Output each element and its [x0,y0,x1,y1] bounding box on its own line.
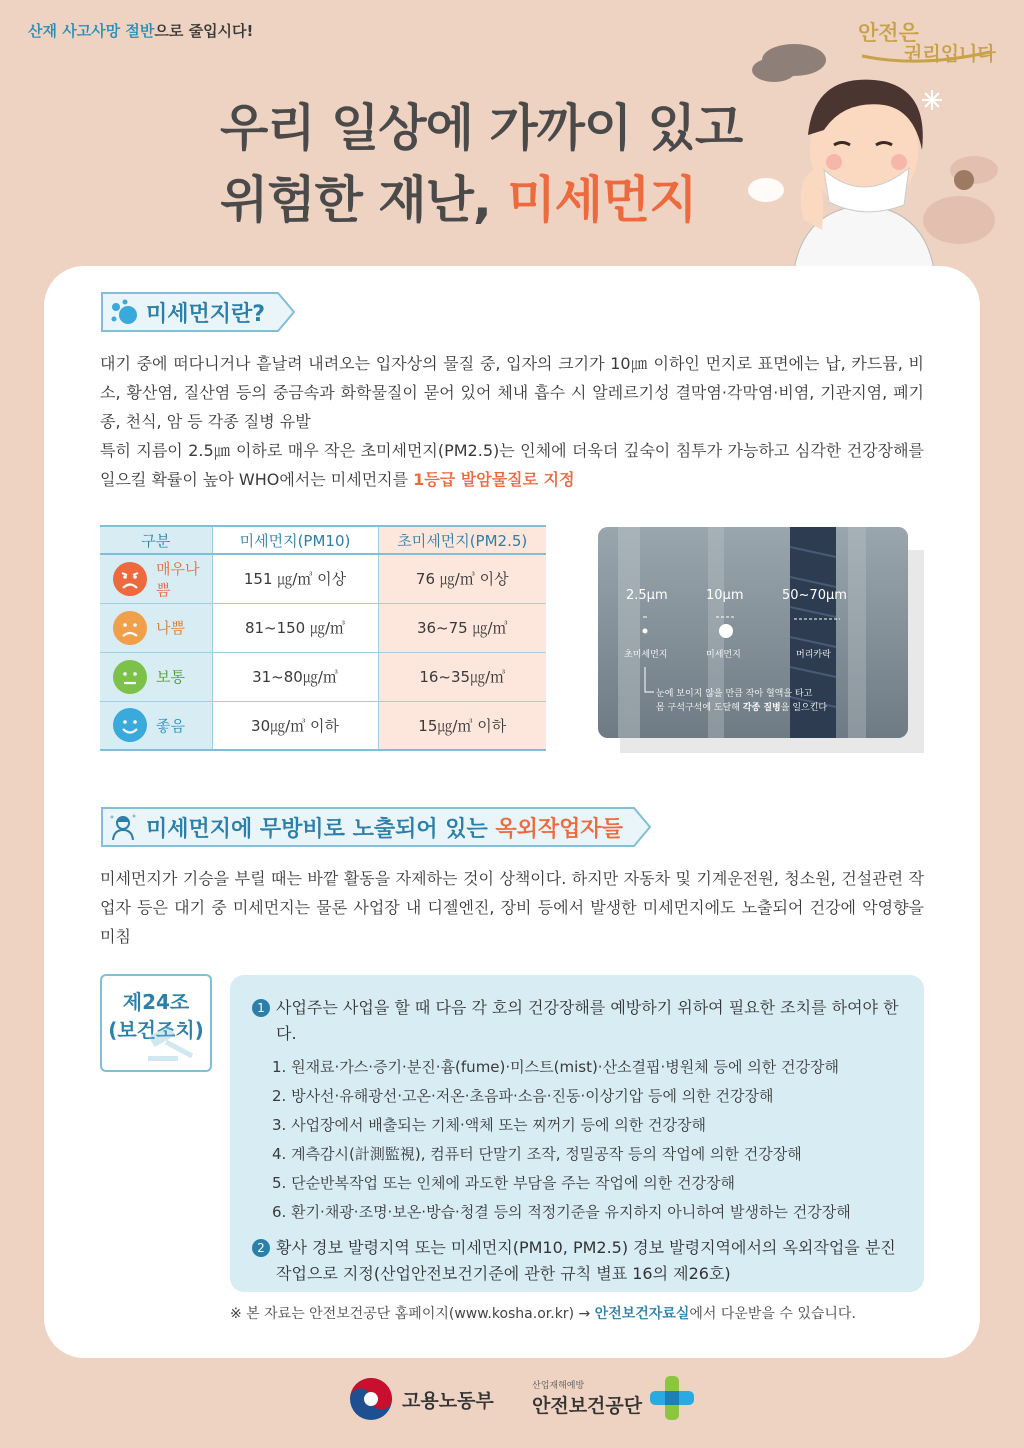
section2-title-highlight: 옥외작업자들 [495,816,623,842]
section2-title-plain: 미세먼지에 무방비로 노출되어 있는 [146,816,496,842]
headline-line2 [220,164,742,236]
list-item: 2. 방사선·유해광선·고온·저온·초음파·소음·진동·이상기압 등에 의한 건강장해 [272,1087,774,1105]
dust-particle-icon [954,170,974,190]
footnote-text: ※ 본 자료는 안전보건공단 홈페이지(www.kosha.or.kr) → [230,1306,595,1322]
table-row [100,554,546,603]
number-badge-2: 2 [252,1239,270,1257]
law-item-1 [252,995,904,1047]
logo-line1: 안전은 [858,21,919,45]
kosha-logo [532,1376,694,1420]
grade-label: 나쁨 [156,619,185,637]
law-item-2 [252,1235,904,1287]
pm25-value: 36~75 ㎍/㎥ [378,603,546,652]
angry-face-icon [112,561,148,597]
photo-label-pm10: 미세먼지 [706,650,741,660]
size-label-pm25: 2.5μm [626,588,668,603]
table-row [100,701,546,750]
table-header-grade: 구분 [100,526,212,554]
pm10-value: 30㎍/㎥ 이하 [212,701,378,750]
article-title: (보건조치) [108,1018,204,1042]
gavel-icon [146,1022,200,1062]
headline-line2-plain: 위험한 재난, [220,171,508,229]
sparkle-icon [922,90,942,110]
footnote [230,1303,856,1323]
kosha-text [532,1378,642,1418]
kosha-cross-icon [650,1376,694,1420]
pm10-value: 81~150 ㎍/㎥ [212,603,378,652]
list-item: 3. 사업장에서 배출되는 기체·액체 또는 찌꺼기 등에 의한 건강장해 [272,1116,706,1134]
size-label-hair: 50~70μm [782,588,847,603]
grade-label: 매우나쁨 [156,559,200,599]
list-item: 4. 계측감시(計測監視), 컴퓨터 단말기 조작, 정밀공작 등의 작업에 의한 건강장해 [272,1145,802,1163]
section-header-outdoor-workers [98,804,654,850]
headline [220,92,742,236]
table-row [100,603,546,652]
taegeuk-icon [348,1376,394,1422]
law-item-1-text: 사업주는 사업을 할 때 다음 각 호의 건강장해를 예방하기 위하여 필요한 조치를 하여야 한다. [276,998,899,1043]
article-number: 제24조 [122,990,190,1014]
list-item: 5. 단순반복작업 또는 인체에 과도한 부담을 주는 작업에 의한 건강장해 [272,1174,735,1192]
footnote-end: 에서 다운받을 수 있습니다. [689,1306,856,1322]
photo-caption1: 눈에 보이지 않을 만큼 작아 혈액을 타고 [656,689,813,699]
slogan-rest: 으로 줄입시다! [154,22,254,40]
neutral-face-icon [112,659,148,695]
kosha-tagline: 산업재해예방 [532,1381,585,1391]
kosha-name: 안전보건공단 [532,1395,643,1417]
carcinogen-highlight: 1등급 발암물질로 지정 [413,470,575,489]
happy-face-icon [112,707,148,743]
grade-label: 보통 [156,668,185,686]
photo-label-hair: 머리카락 [796,650,831,660]
pm25-particle [643,629,648,634]
pm25-value: 15㎍/㎥ 이하 [378,701,546,750]
masked-man-illustration [734,40,1004,270]
law-subitem-list [272,1053,904,1227]
data-room-link[interactable]: 안전보건자료실 [594,1306,690,1322]
grade-label: 좋음 [156,716,185,735]
slogan-highlight: 산재 사고사망 절반 [28,22,155,40]
pm10-value: 151 ㎍/㎥ 이상 [212,554,378,603]
table-header-pm10: 미세먼지(PM10) [212,526,378,554]
number-badge-1: 1 [252,999,270,1017]
size-label-pm10: 10μm [706,588,744,603]
photo-label-pm25: 초미세먼지 [624,650,668,660]
section-header-what-is-fine-dust [98,289,298,335]
sad-face-icon [112,610,148,646]
ministry-of-labor-logo [348,1376,494,1422]
table-header-pm25: 초미세먼지(PM2.5) [378,526,546,554]
pm10-value: 31~80㎍/㎥ [212,652,378,701]
outdoor-workers-paragraph: 미세먼지가 기승을 부릴 때는 바깥 활동을 자제하는 것이 상책이다. 하지만 자동차 및 기계운전원, 청소원, 건설관련 작업자 등은 대기 중 미세먼지는 물론 사업장 내 디젤엔진, 장비 등에서 발생한 미세먼지에도 노출되어 건강에 악영향을 미침 [100,869,924,946]
particle-size-comparison-photo [598,527,908,738]
dust-grade-table [100,525,546,751]
pm10-particle [719,624,733,638]
pm25-paragraph [100,436,924,494]
article-24-content [230,975,924,1292]
ministry-name: 고용노동부 [402,1389,494,1412]
photo-caption2: 몸 구석구석에 도달해 각종 질병을 일으킨다 [656,703,828,713]
pm25-value: 16~35㎍/㎥ [378,652,546,701]
article-24-box [100,974,212,1072]
headline-line1: 우리 일상에 가까이 있고 [220,99,743,157]
headline-highlight: 미세먼지 [507,171,697,229]
logo-line2: 권리입니다 [904,43,996,65]
section2-title [98,812,623,843]
top-slogan [28,20,253,41]
list-item: 6. 환기·채광·조명·보온·방습·청결 등의 적정기준을 유지하지 아니하여 발생하는 건강장해 [272,1203,851,1221]
section1-title: 미세먼지란? [146,301,266,327]
pm25-text: 특히 지름이 2.5㎛ 이하로 매우 작은 초미세먼지(PM2.5)는 인체에 더욱더 깊숙이 침투가 가능하고 심각한 건강장해를 일으킬 확률이 높아 WHO에서는 미세먼지를 [100,441,924,489]
fine-dust-definition: 대기 중에 떠다니거나 흩날려 내려오는 입자상의 물질 중, 입자의 크기가 10㎛ 이하인 먼지로 표면에는 납, 카드뮴, 비소, 황산염, 질산염 등의 중금속과 화학물질이 묻어 있어 체내 흡수 시 알레르기성 결막염·각막염·비염, 기관지염, 폐기종, 천식, 암 등 각종 질병 유발 [100,354,924,431]
law-item-2-text: 황사 경보 발령지역 또는 미세먼지(PM10, PM2.5) 경보 발령지역에서의 옥외작업을 분진작업으로 지정(산업안전보건기준에 관한 규칙 별표 16의 제26호) [276,1238,896,1283]
list-item: 1. 원재료·가스·증기·분진·흄(fume)·미스트(mist)·산소결핍·병원체 등에 의한 건강장해 [272,1058,839,1076]
table-row [100,652,546,701]
pm25-value: 76 ㎍/㎥ 이상 [378,554,546,603]
